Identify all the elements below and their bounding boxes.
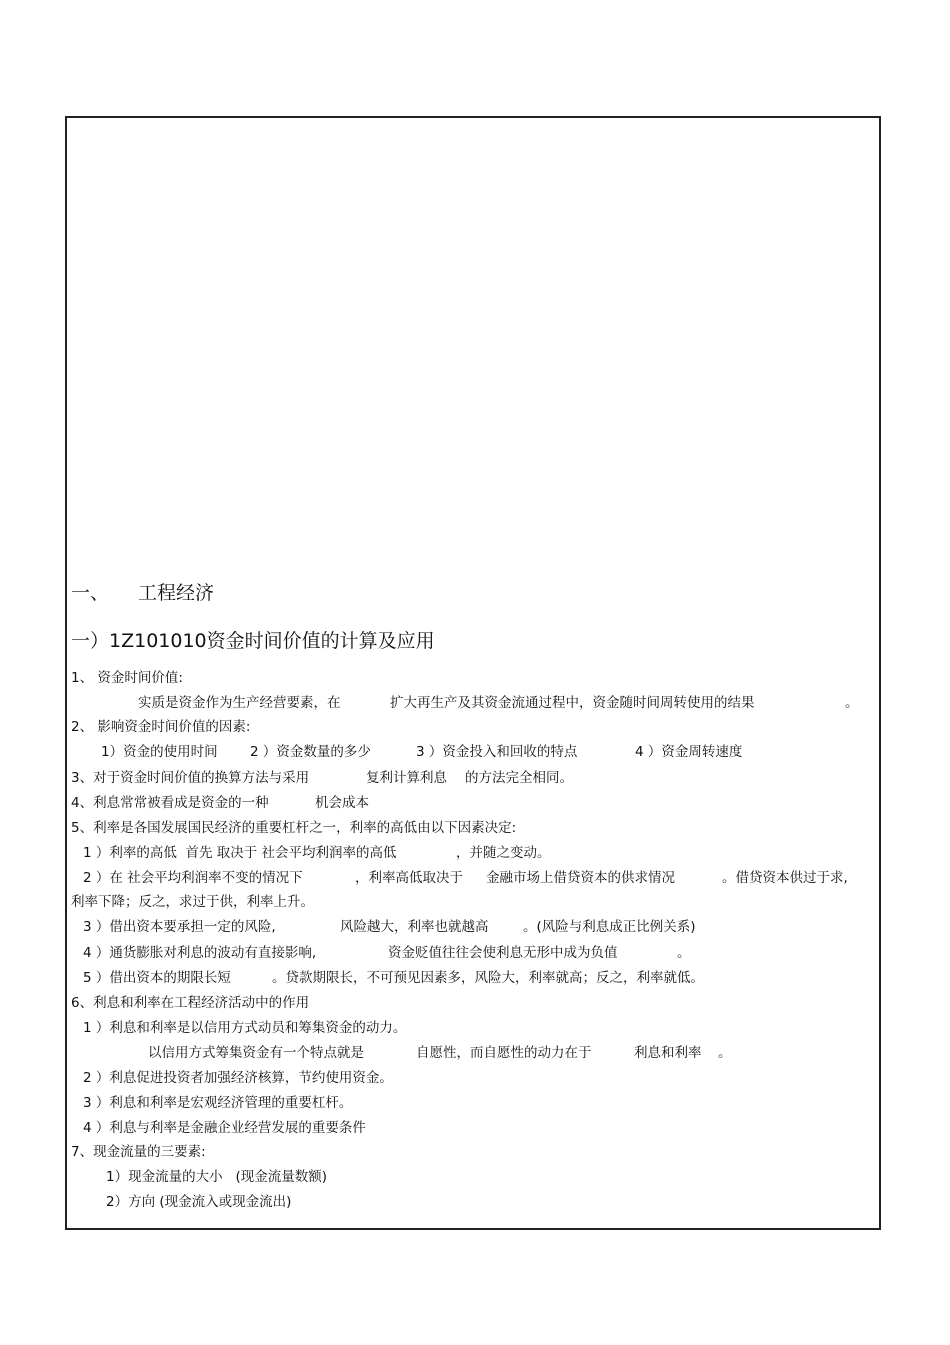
text-line: 利息和利率	[634, 1045, 702, 1061]
text-line: 。借贷资本供过于求,	[722, 870, 848, 886]
text-line: 3、对于资金时间价值的换算方法与采用	[71, 770, 310, 786]
text-line: 金融市场上借贷资本的供求情况	[486, 870, 675, 886]
text-line: 2、 影响资金时间价值的因素:	[71, 719, 251, 735]
text-line: 的方法完全相同。	[465, 770, 573, 786]
text-line: 1、 资金时间价值:	[71, 670, 183, 686]
text-line: 风险越大，利率也就越高	[340, 919, 489, 935]
text-line: 利率下降；反之，求过于供，利率上升。	[71, 894, 314, 910]
text-line: 。(风险与利息成正比例关系)	[523, 919, 696, 935]
text-line: 5、利率是各国发展国民经济的重要杠杆之一，利率的高低由以下因素决定:	[71, 820, 517, 836]
page-border	[65, 116, 881, 1230]
text-line: 。	[677, 945, 691, 961]
text-line: 。	[845, 695, 859, 711]
section-title: 工程经济	[138, 582, 215, 604]
text-line: ，利率高低取决于	[355, 870, 463, 886]
text-line: 以信用方式筹集资金有一个特点就是	[148, 1045, 364, 1061]
text-line: 复利计算利息	[366, 770, 447, 786]
text-line: 资金贬值往往会使利息无形中成为负值	[388, 945, 618, 961]
text-line: 机会成本	[315, 795, 369, 811]
text-line: 1 ）利率的高低 首先 取决于 社会平均利润率的高低	[83, 845, 397, 861]
text-line: 4 ）通货膨胀对利息的波动有直接影响,	[83, 945, 317, 961]
text-line: 3 ）借出资本要承担一定的风险,	[83, 919, 276, 935]
subsection-title: 一）1Z101010资金时间价值的计算及应用	[71, 630, 435, 652]
text-line: 实质是资金作为生产经营要素，在	[138, 695, 341, 711]
text-line: 7、现金流量的三要素:	[71, 1144, 206, 1160]
text-line: 2 ）资金数量的多少	[250, 744, 371, 760]
text-line: 3 ）利息和利率是宏观经济管理的重要杠杆。	[83, 1095, 353, 1111]
text-line: 1 ）利息和利率是以信用方式动员和筹集资金的动力。	[83, 1020, 407, 1036]
text-line: ，并随之变动。	[456, 845, 551, 861]
text-line: 。	[718, 1045, 732, 1061]
text-line: 2 ）在 社会平均利润率不变的情况下	[83, 870, 303, 886]
text-line: 6、利息和利率在工程经济活动中的作用	[71, 995, 310, 1011]
text-line: 3 ）资金投入和回收的特点	[416, 744, 578, 760]
text-line: 2 ）利息促进投资者加强经济核算，节约使用资金。	[83, 1070, 393, 1086]
text-line: 1）现金流量的大小 (现金流量数额)	[106, 1169, 327, 1185]
text-line: 4 ）利息与利率是金融企业经营发展的重要条件	[83, 1120, 366, 1136]
text-line: 1）资金的使用时间	[101, 744, 218, 760]
text-line: 4 ）资金周转速度	[635, 744, 743, 760]
section-number: 一、	[71, 582, 110, 604]
text-line: 扩大再生产及其资金流通过程中，资金随时间周转使用的结果	[390, 695, 755, 711]
text-line: 4、利息常常被看成是资金的一种	[71, 795, 269, 811]
text-line: 。贷款期限长，不可预见因素多，风险大，利率就高；反之，利率就低。	[272, 970, 704, 986]
text-line: 2）方向 (现金流入或现金流出)	[106, 1194, 292, 1210]
text-line: 5 ）借出资本的期限长短	[83, 970, 231, 986]
text-line: 自愿性，而自愿性的动力在于	[416, 1045, 592, 1061]
